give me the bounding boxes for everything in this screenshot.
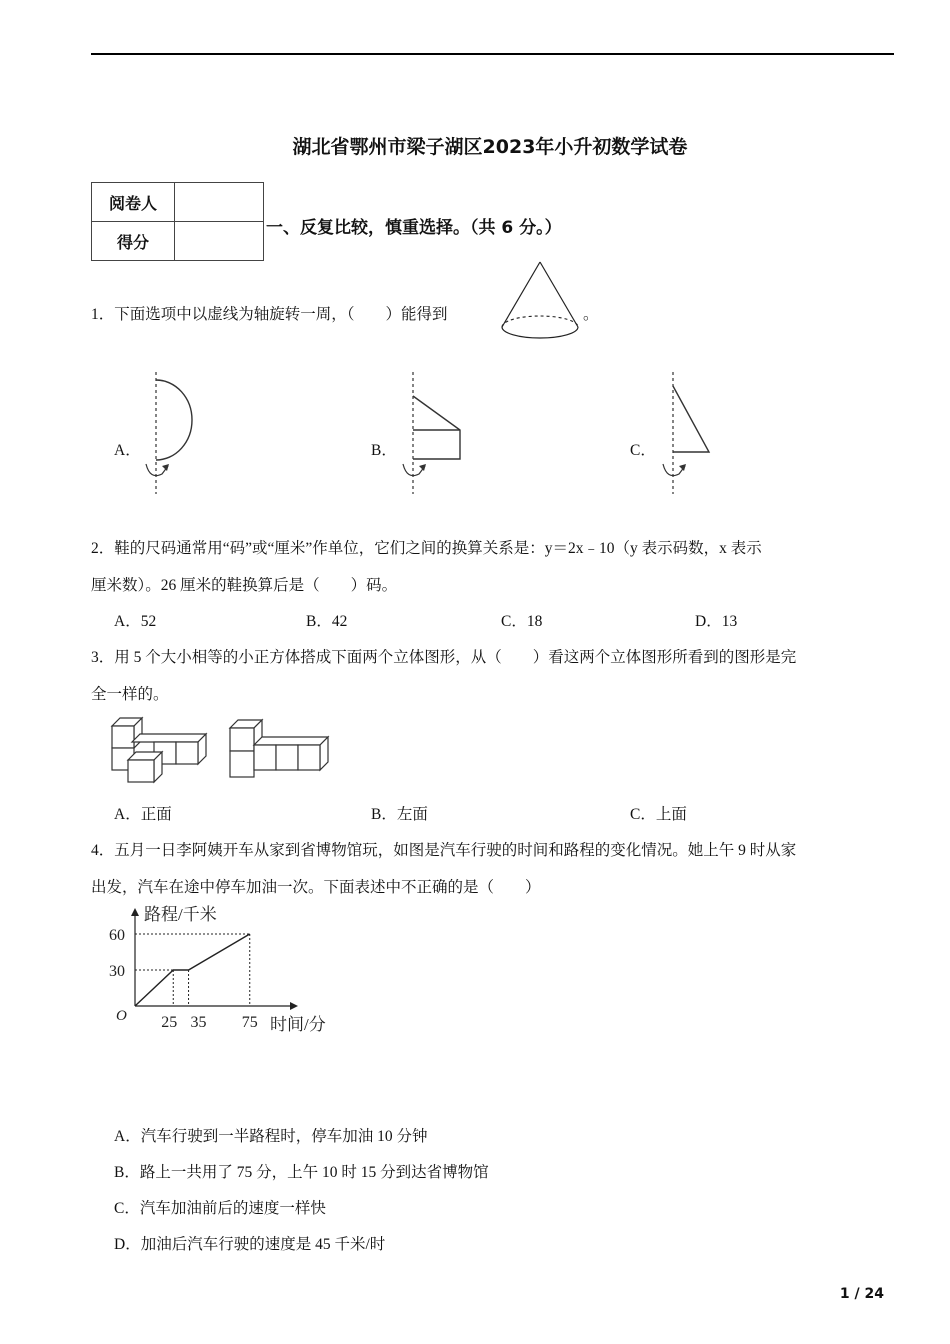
q3-option-c[interactable]: C．上面 <box>630 806 687 823</box>
q2-line1: 2．鞋的尺码通常用“码”或“厘米”作单位，它们之间的换算关系是：y＝2x﹣10（y 表示码数，x 表示 <box>91 540 762 557</box>
x-tick-label-35: 35 <box>190 1014 207 1031</box>
x-tick-label-75: 75 <box>241 1014 258 1031</box>
section-heading: 一、反复比较，慎重选择。（共 6 分。） <box>266 218 562 238</box>
q3-line2: 全一样的。 <box>91 686 169 703</box>
q2-line2: 厘米数）。26 厘米的鞋换算后是（ ）码。 <box>91 577 398 594</box>
score-table <box>91 182 264 261</box>
q1-option-a[interactable]: A． <box>114 442 141 459</box>
y-tick-label-60: 60 <box>109 927 125 944</box>
page-title: 湖北省鄂州市梁子湖区2023年小升初数学试卷 <box>292 136 688 158</box>
x-axis-arrow <box>290 1002 298 1010</box>
q3-line1: 3．用 5 个大小相等的小正方体搭成下面两个立体图形，从（ ）看这两个立体图形所看到的图形是完 <box>91 649 797 666</box>
q4-option-a[interactable]: A．汽车行驶到一半路程时，停车加油 10 分钟 <box>114 1128 428 1145</box>
header-rule <box>91 53 894 55</box>
q2-option-c[interactable]: C．18 <box>501 613 543 630</box>
q1-text: 1．下面选项中以虚线为轴旋转一周，（ ）能得到 <box>91 306 448 323</box>
q1-option-b[interactable]: B． <box>371 442 397 459</box>
q4-line1: 4．五月一日李阿姨开车从家到省博物馆玩，如图是汽车行驶的时间和路程的变化情况。她上午 9 时从家 <box>91 842 797 859</box>
reviewer-label: 阅卷人 <box>92 183 175 222</box>
distance-time-chart <box>104 900 349 1040</box>
q1-figure-b <box>393 368 473 498</box>
score-blank <box>175 222 264 261</box>
q1-figure-a <box>138 368 208 498</box>
q4-option-b[interactable]: B．路上一共用了 75 分，上午 10 时 15 分到达省博物馆 <box>114 1164 489 1181</box>
x-tick-label-25: 25 <box>161 1014 178 1031</box>
score-label: 得分 <box>92 222 175 261</box>
q1-figure-c <box>655 368 725 498</box>
q3-cube-figures <box>108 712 338 788</box>
y-axis-arrow <box>131 908 139 916</box>
q3-option-b[interactable]: B．左面 <box>371 806 428 823</box>
cone-figure <box>498 258 586 344</box>
q3-option-a[interactable]: A．正面 <box>114 806 172 823</box>
q1-option-c[interactable]: C． <box>630 442 656 459</box>
q4-option-c[interactable]: C．汽车加油前后的速度一样快 <box>114 1200 326 1217</box>
origin-label: O <box>116 1008 127 1024</box>
page-number: 1 / 24 <box>839 1286 884 1302</box>
q2-option-d[interactable]: D．13 <box>695 613 738 630</box>
q2-option-a[interactable]: A．52 <box>114 613 157 630</box>
q1-text-end: 。 <box>583 306 599 323</box>
q4-option-d[interactable]: D．加油后汽车行驶的速度是 45 千米/时 <box>114 1236 386 1253</box>
q2-option-b[interactable]: B．42 <box>306 613 348 630</box>
y-axis-label: 路程/千米 <box>144 905 217 924</box>
y-tick-label-30: 30 <box>109 963 125 980</box>
q4-line2: 出发，汽车在途中停车加油一次。下面表述中不正确的是（ ） <box>91 879 541 896</box>
reviewer-blank <box>175 183 264 222</box>
x-axis-label: 时间/分 <box>270 1015 326 1034</box>
